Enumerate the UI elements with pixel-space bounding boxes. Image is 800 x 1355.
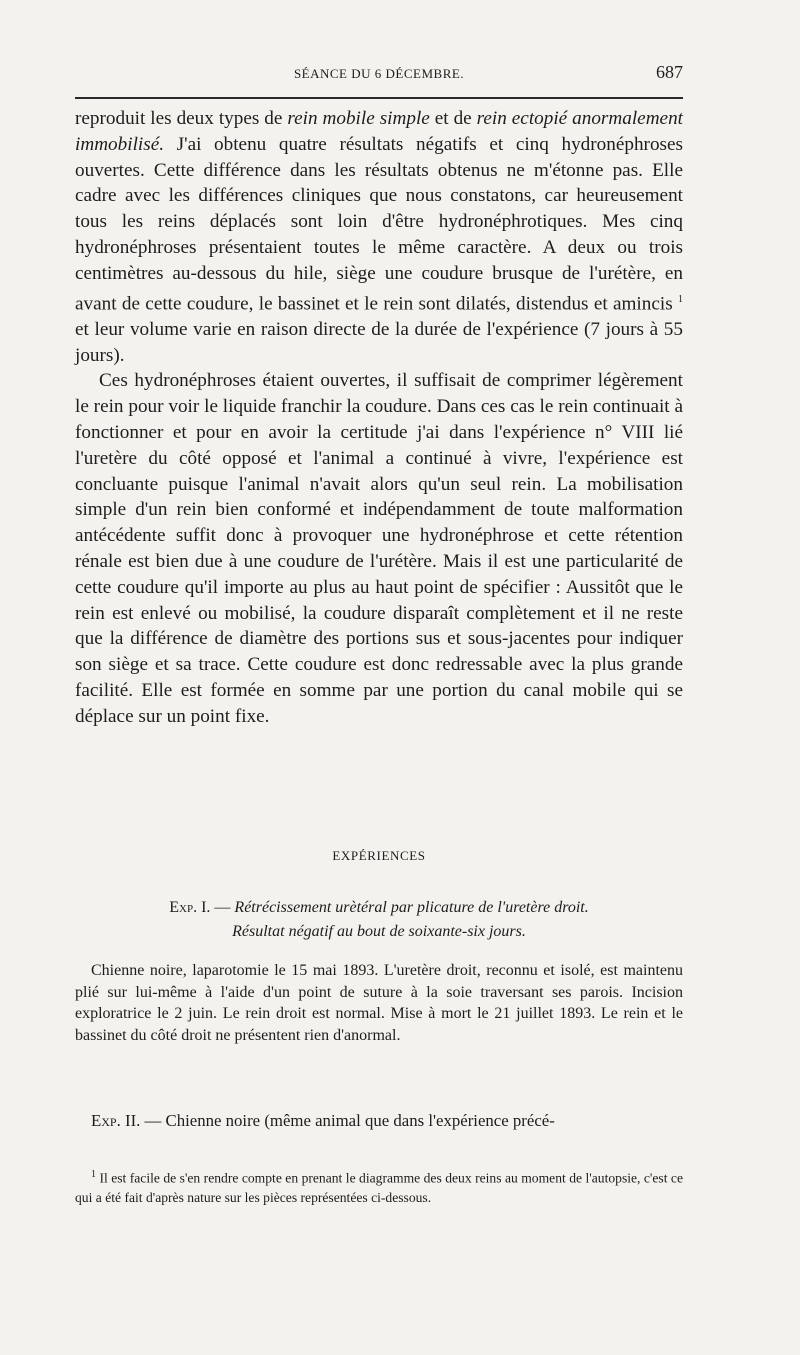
running-title: SÉANCE DU 6 DÉCEMBRE. (293, 66, 465, 81)
footnote: $^1$ Il est facile de s'en rendre compte en prenant le diagramme des deux reins au moment de l'autopsie, c'est ce qui a été fait d'après nature sur les pièces représentées ci-dessous. (75, 1169, 683, 1206)
italic-term: rein ectopié anormalement immobilisé. (75, 108, 683, 155)
running-header (75, 60, 683, 96)
paragraph-1: reproduit les deux types de rein mobile simple et de rein ectopié anormalement immobilisé. J'ai obtenu quatre résultats négatifs et cinq hydronéphroses ouvertes. Cette différence dans les résultats obtenus ne m'étonne pas. Elle cadre avec les différences cliniques que nous constatons, car heureusement tous les reins déplacés sont loin d'être hydronéphrotiques. Mes cinq hydronéphroses présentaient toutes le même caractère. A deux ou trois centimètres au-dessous du hile, siège une coudure brusque de l'urétère, en avant de cette coudure, le bassinet et le rein sont dilatés, distendus et amincis $^1$ et leur volume varie en raison directe de la durée de l'expérience (7 jours à 55 jours). (75, 108, 683, 366)
experiment-label: Exp. II. (91, 1111, 141, 1130)
footnote-mark: 1 (91, 1169, 96, 1180)
experiment-result: Résultat négatif au bout de soixante-six jours. (232, 923, 526, 940)
experiment-1-heading: Exp. I. — Rétrécissement urètéral par plicature de l'uretère droit. Résultat négatif au bout de soixante-six jours. (169, 899, 589, 940)
experiment-label: Exp. I. (169, 899, 211, 916)
section-title: EXPÉRIENCES (332, 848, 426, 863)
header-rule (75, 97, 683, 99)
paragraph-2: Ces hydronéphroses étaient ouvertes, il suffisait de comprimer légèrement le rein pour voir le liquide franchir la coudure. Dans ces cas le rein continuait à fonctionner et pour en avoir la certitude j'ai dans l'expérience n° VIII lié l'uretère du côté opposé et l'animal a continué à vivre, l'expérience est concluante puisque l'animal n'avait alors qu'un seul rein. La mobilisation simple d'un rein bien conformé et indépendamment de toute malformation antécédente suffit donc à provoquer une hydronéphrose et cette rétention rénale est bien due à une coudure de l'urétère. Mais il est une particularité de cette coudure qu'il importe au plus au haut point de spécifier : Aussitôt que le rein est enlevé ou mobilisé, la coudure disparaît complètement et il ne reste que la différence de diamètre des portions sus et sous-jacentes pour indiquer son siège et sa trace. Cette coudure est donc redressable avec la plus grande facilité. Elle est formée en somme par une portion du canal mobile qui se déplace sur un point fixe. (75, 370, 683, 727)
page-number: 687 (656, 62, 683, 82)
experiment-title: Rétrécissement urètéral par plicature de l'uretère droit. (234, 899, 589, 916)
experiment-1-text: Chienne noire, laparotomie le 15 mai 1893. L'uretère droit, reconnu et isolé, est maintenu plié sur lui-même à l'aide d'un point de suture à la soie traversant ses parois. Incision exploratrice le 2 juin. Le rein droit est normal. Mise à mort le 21 juillet 1893. Le rein et le bassinet du côté droit ne présentent rien d'anormal. (75, 962, 683, 1044)
experiment-2-text: Exp. II. — Chienne noire (même animal que dans l'expérience précé- (91, 1111, 555, 1130)
italic-term: rein mobile simple (287, 108, 430, 129)
body-text (75, 106, 683, 730)
footnote-ref: 1 (678, 293, 683, 305)
